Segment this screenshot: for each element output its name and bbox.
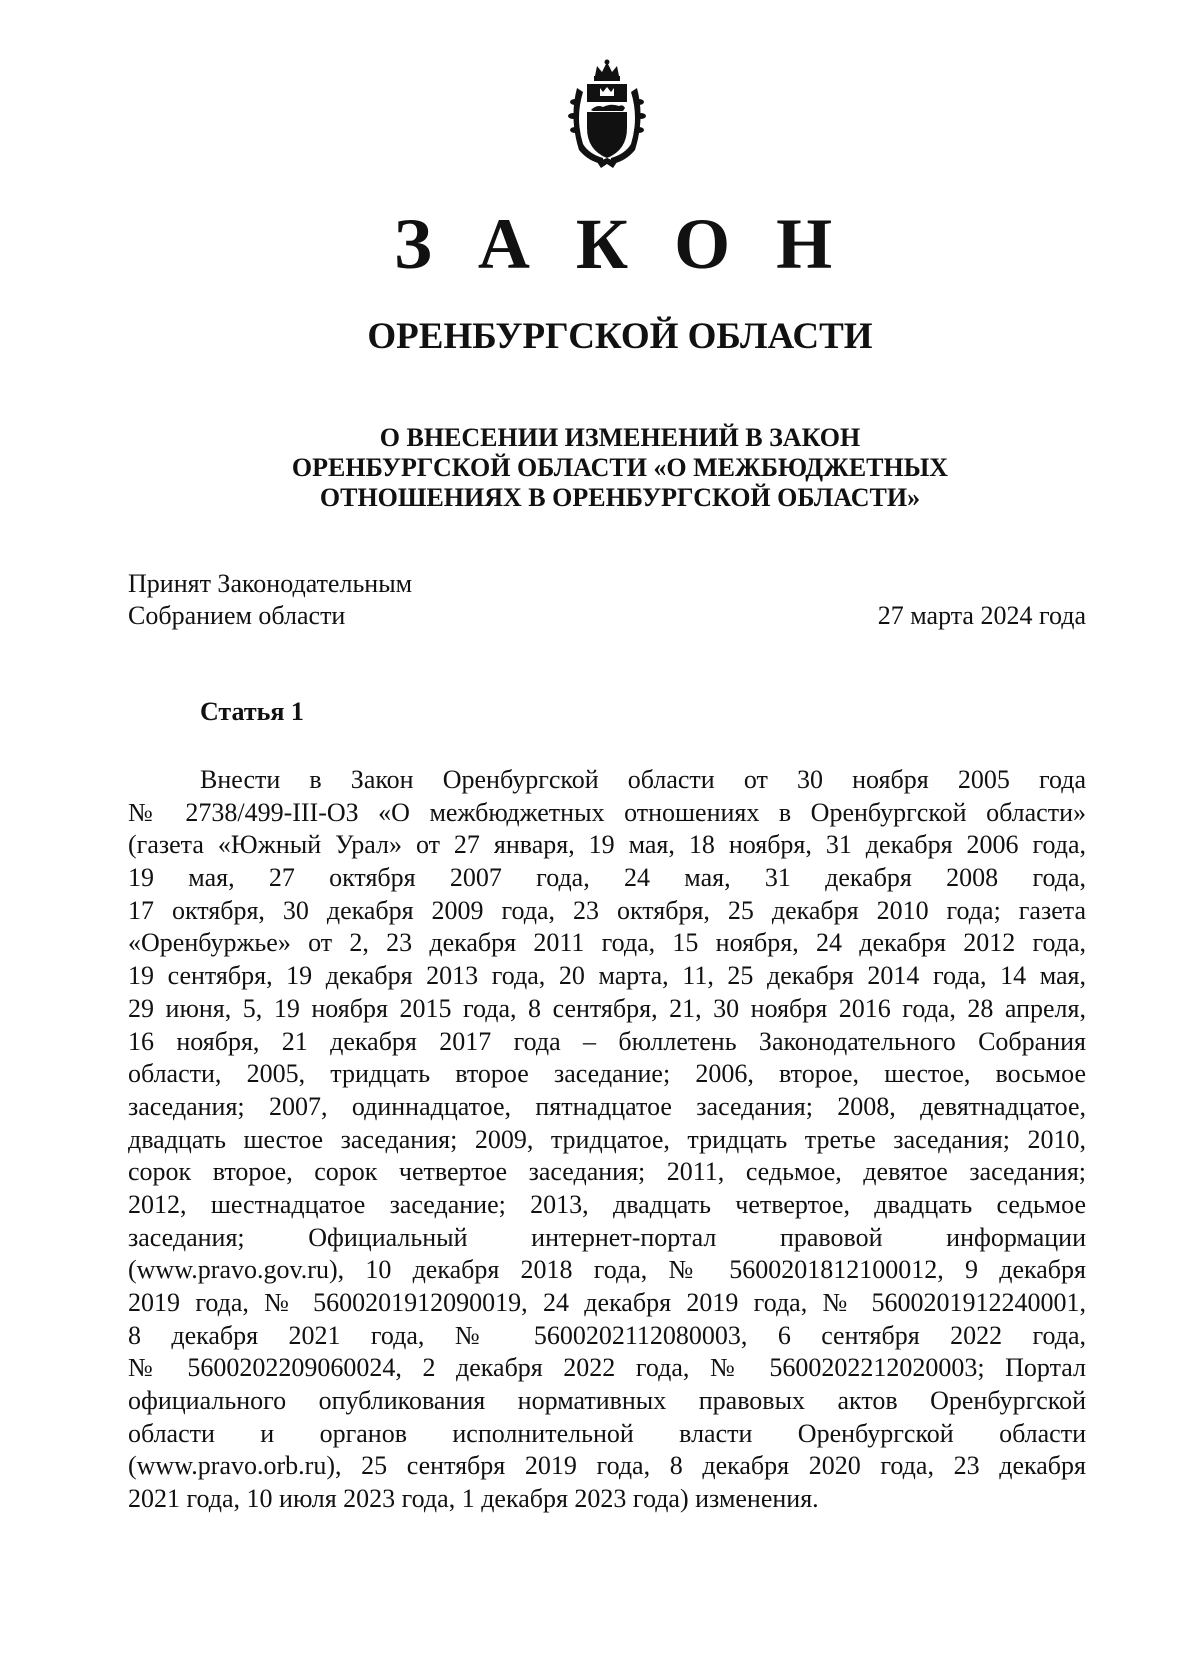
article-line: области, 2005, тридцать второе заседание; 2006, второе, шестое, восьмое: [128, 1059, 1086, 1089]
article-line: № 5600202209060024, 2 декабря 2022 года, № 5600202212020003; Портал: [128, 1353, 1086, 1383]
article-line: 8 декабря 2021 года, № 5600202112080003, 6 сентября 2022 года,: [128, 1320, 1086, 1350]
article-line: (www.pravo.gov.ru), 10 декабря 2018 года, № 5600201812100012, 9 декабря: [128, 1255, 1086, 1285]
adoption-line-2: Собранием области: [128, 601, 346, 630]
article-line: 29 июня, 5, 19 ноября 2015 года, 8 сентября, 21, 30 ноября 2016 года, 28 апреля,: [128, 993, 1086, 1023]
article-line: (www.pravo.orb.ru), 25 сентября 2019 года, 8 декабря 2020 года, 23 декабря: [128, 1451, 1086, 1481]
adoption-date: 27 марта 2024 года: [877, 601, 1086, 630]
article-line: области и органов исполнительной власти Оренбургской области: [128, 1418, 1086, 1448]
article-line: сорок второе, сорок четвертое заседания; 2011, седьмое, девятое заседания;: [128, 1157, 1086, 1187]
law-name: [0, 423, 1200, 513]
article-title: Статья 1: [200, 697, 304, 726]
article-line: 19 мая, 27 октября 2007 года, 24 мая, 31 декабря 2008 года,: [128, 863, 1086, 893]
article-line: двадцать шестое заседания; 2009, тридцатое, тридцать третье заседания; 2010,: [128, 1124, 1086, 1154]
article-line: № 2738/499-III-ОЗ «О межбюджетных отношениях в Оренбургской области»: [128, 797, 1086, 827]
article-line: заседания; Официальный интернет-портал правовой информации: [128, 1222, 1086, 1252]
document-subtitle: ОРЕНБУРГСКОЙ ОБЛАСТИ: [367, 316, 873, 357]
article-line: 2021 года, 10 июля 2023 года, 1 декабря 2023 года) изменения.: [128, 1484, 819, 1514]
law-name-line: ОТНОШЕНИЯХ В ОРЕНБУРГСКОЙ ОБЛАСТИ»: [319, 483, 921, 512]
document-title: З А К О Н: [393, 204, 847, 284]
article-line: «Оренбуржье» от 2, 23 декабря 2011 года, 15 ноября, 24 декабря 2012 года,: [128, 928, 1086, 958]
article-line: Внести в Закон Оренбургской области от 30 ноября 2005 года: [200, 765, 1086, 794]
article-line: 19 сентября, 19 декабря 2013 года, 20 марта, 11, 25 декабря 2014 года, 14 мая,: [128, 961, 1086, 991]
article-line: заседания; 2007, одиннадцатое, пятнадцатое заседания; 2008, девятнадцатое,: [128, 1091, 1086, 1121]
article-line: 16 ноября, 21 декабря 2017 года – бюллетень Законодательного Собрания: [128, 1026, 1086, 1056]
article-line: официального опубликования нормативных правовых актов Оренбургской: [128, 1386, 1086, 1416]
law-name-line: О ВНЕСЕНИИ ИЗМЕНЕНИЙ В ЗАКОН: [379, 423, 861, 452]
article-line: (газета «Южный Урал» от 27 января, 19 мая, 18 ноября, 31 декабря 2006 года,: [128, 830, 1086, 860]
article-body: [128, 764, 1086, 1516]
article-line: 17 октября, 30 декабря 2009 года, 23 октября, 25 декабря 2010 года; газета: [128, 895, 1086, 925]
adoption-line-1: Принят Законодательным: [128, 569, 413, 598]
adoption-statement: [128, 568, 412, 632]
article-line: 2012, шестнадцатое заседание; 2013, двадцать четвертое, двадцать седьмое: [128, 1189, 1086, 1219]
coat-of-arms-emblem: [567, 58, 647, 170]
article-line: 2019 года, № 5600201912090019, 24 декабря 2019 года, № 5600201912240001,: [128, 1288, 1086, 1317]
law-name-line: ОРЕНБУРГСКОЙ ОБЛАСТИ «О МЕЖБЮДЖЕТНЫХ: [291, 453, 949, 482]
